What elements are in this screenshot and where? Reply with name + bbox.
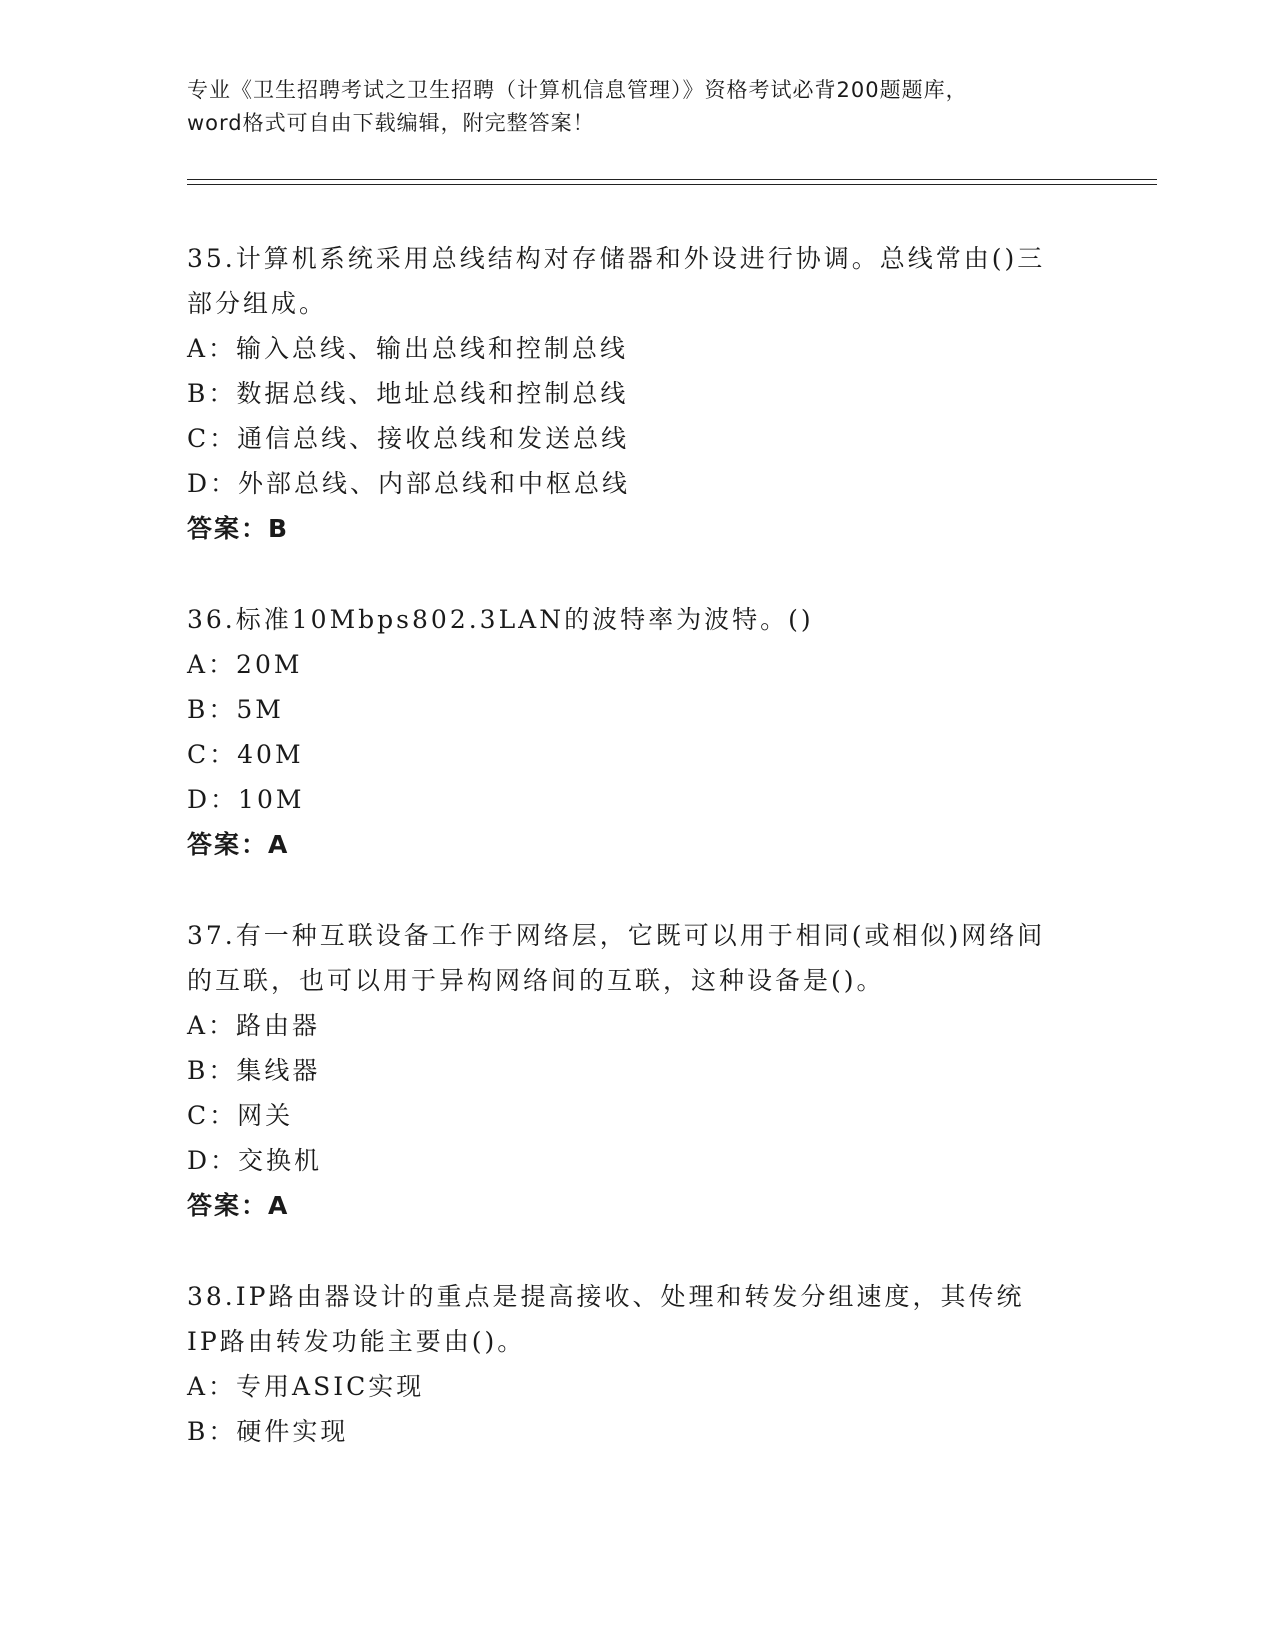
header-divider-top bbox=[187, 179, 1157, 180]
question-35 bbox=[187, 236, 1087, 551]
answer: 答案：A bbox=[187, 830, 290, 859]
question-37 bbox=[187, 913, 1087, 1228]
header-divider-bottom bbox=[187, 184, 1157, 185]
option-a: A：20M bbox=[187, 650, 303, 679]
option-a: A：路由器 bbox=[187, 1011, 321, 1040]
question-stem-continued: 部分组成。 bbox=[187, 289, 328, 318]
option-d: D：交换机 bbox=[187, 1146, 323, 1175]
option-c: C：网关 bbox=[187, 1101, 294, 1130]
option-d: D：10M bbox=[187, 785, 305, 814]
option-b: B：数据总线、地址总线和控制总线 bbox=[187, 379, 629, 408]
question-stem-continued: IP路由转发功能主要由()。 bbox=[187, 1327, 526, 1356]
option-b: B：硬件实现 bbox=[187, 1417, 349, 1446]
option-b: B：5M bbox=[187, 695, 284, 724]
header-line-1: 专业《卫生招聘考试之卫生招聘（计算机信息管理）》资格考试必背200题题库， bbox=[187, 78, 968, 102]
question-38 bbox=[187, 1274, 1087, 1454]
answer: 答案：B bbox=[187, 514, 290, 543]
question-36 bbox=[187, 597, 1087, 867]
option-a: A：输入总线、输出总线和控制总线 bbox=[187, 334, 629, 363]
option-c: C：40M bbox=[187, 740, 304, 769]
question-stem: 37.有一种互联设备工作于网络层，它既可以用于相同(或相似)网络间 bbox=[187, 921, 1046, 950]
question-stem: 38.IP路由器设计的重点是提高接收、处理和转发分组速度，其传统 bbox=[187, 1282, 1025, 1311]
document-header bbox=[187, 74, 1087, 140]
option-b: B：集线器 bbox=[187, 1056, 321, 1085]
question-stem: 36.标准10Mbps802.3LAN的波特率为波特。() bbox=[187, 605, 814, 634]
option-d: D：外部总线、内部总线和中枢总线 bbox=[187, 469, 631, 498]
question-stem: 35.计算机系统采用总线结构对存储器和外设进行协调。总线常由()三 bbox=[187, 244, 1046, 273]
header-line-2: word格式可自由下载编辑，附完整答案！ bbox=[187, 111, 595, 135]
option-c: C：通信总线、接收总线和发送总线 bbox=[187, 424, 630, 453]
option-a: A：专用ASIC实现 bbox=[187, 1372, 425, 1401]
answer: 答案：A bbox=[187, 1191, 290, 1220]
question-stem-continued: 的互联，也可以用于异构网络间的互联，这种设备是()。 bbox=[187, 966, 885, 995]
